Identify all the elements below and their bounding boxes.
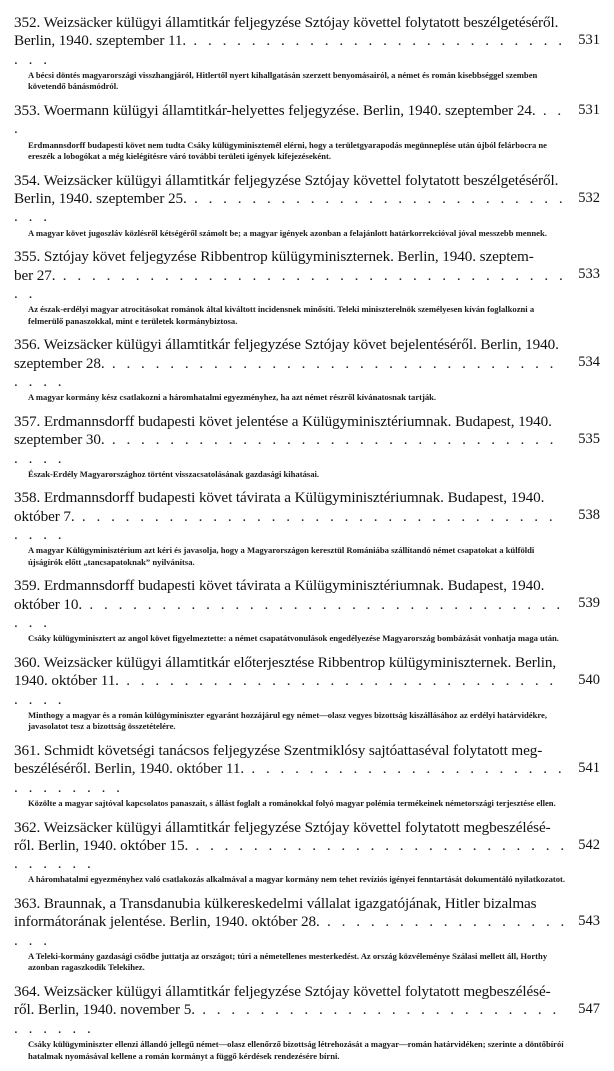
entry-title-line1: 352. Weizsäcker külügyi államtitkár feljegyzése Sztójay követtel folytatott beszélgetéséről.	[14, 14, 559, 31]
entry-summary: A Teleki-kormány gazdasági csődbe juttatja az országot; túri a németellenes mesterkedést. Az ország közvéleménye Szálasi mellett áll, Horthy azonban ragaszkodik Telekihez.	[28, 950, 548, 973]
entry-summary: A magyar követ jugoszláv közlésről kétségéről számolt be; a magyar igények azonban a felajánlott határkorrekcióval jóval messzebb mennek.	[28, 227, 547, 238]
entry-title	[14, 895, 570, 950]
page-number: 534	[578, 354, 600, 371]
entry-title-line1: 358. Erdmannsdorff budapesti követ távirata a Külügyminisztériumnak. Budapest, 1940.	[14, 489, 545, 507]
entry-title	[14, 172, 570, 227]
entry-title-line2: szeptember 28.	[14, 354, 105, 372]
entry-list	[14, 14, 602, 1071]
entry-title-line1: 354. Weizsäcker külügyi államtitkár feljegyzése Sztójay követtel folytatott beszélgetéséről.	[14, 171, 559, 189]
entry-title	[14, 983, 570, 1038]
dot-leader: . . . . . . . . . . . . . . . . . . . . . . . . . . . . . . .	[14, 1001, 560, 1037]
entry-title-line1: 356. Weizsäcker külügyi államtitkár feljegyzése Sztójay követ bejelentéséről. Berlin, 1940.	[14, 336, 559, 354]
entry-title	[14, 742, 570, 797]
entry-title-line2: szeptember 30.	[14, 431, 105, 449]
page-number: 543	[578, 913, 600, 929]
entry-364	[14, 983, 602, 1062]
page-number: 531	[578, 32, 600, 48]
page-number: 541	[578, 760, 600, 777]
page-number: 539	[578, 595, 600, 612]
dot-leader: . . . . . . . . . . . . . . . . . . . . . . . . . . . . . . . . . . . . .	[14, 266, 567, 302]
dot-leader: . . . . . . . . . . . . . . . . . . . . . . . . . . . . . . . . . .	[14, 672, 557, 708]
entry-361	[14, 742, 602, 809]
page-number: 547	[578, 1001, 600, 1018]
entry-title	[14, 819, 570, 874]
entry-359	[14, 577, 602, 644]
entry-summary: A bécsi döntés magyarországi visszhangjáról, Hitlertől nyert kihallgatásán szerzett benyomásairól, a német és román kisebbséggel szemben követendő bánásmódról.	[28, 69, 538, 92]
entry-summary: Csáky külügyminisztert az angol követ figyelmeztette: a német csapatátvonulások engedélyezése Magyarország bombázását vonhatja maga után.	[28, 633, 559, 644]
dot-leader: . . . . . . . . . . . . . . . . . . . . . . . . . . . . . . . .	[14, 836, 568, 873]
dot-leader: . . . . . . . . . . . . . . . . . . . . . . . . . . . . .	[14, 32, 566, 68]
entry-355	[14, 248, 602, 327]
entry-title-line2: ber 27.	[14, 266, 56, 284]
entry-title-line1: 359. Erdmannsdorff budapesti követ távirata a Külügyminisztériumnak. Budapest, 1940.	[14, 577, 545, 595]
entry-summary: Minthogy a magyar és a román külügyminiszter egyaránt hozzájárul egy német—olasz vegyes bizottság kiszállásához az erdélyi határvidékre, javasolatot tesz a bizottság összetételére.	[28, 709, 547, 732]
entry-352	[14, 14, 602, 93]
entry-title-line1: 357. Erdmannsdorff budapesti követ jelentése a Külügyminisztériumnak. Budapest, 1940.	[14, 412, 552, 430]
dot-leader: . . . . . . . . . . . . . . . . . . . .	[14, 913, 568, 949]
dot-leader: . . . . . . . . . . . . . . . . . . . . . . . . . . . . . . . . . . . . .	[14, 507, 557, 543]
entry-summary: A magyar kormány kész csatlakozni a háromhatalmi egyezményhez, ha azt német részről kívánatosnak tartják.	[28, 392, 437, 403]
entry-title-line1: 353. Woermann külügyi államtitkár-helyettes feljegyzése. Berlin, 1940. szeptember 24.	[14, 102, 536, 120]
entry-title-line1: 361. Schmidt követségi tanácsos feljegyzése Szentmiklósy sajtóattaséval folytatott meg-	[14, 742, 543, 760]
entry-title-line1: 363. Braunnak, a Transdanubia külkereskedelmi vállalat igazgatójának, Hitler bizalmas	[14, 895, 537, 912]
entry-summary: Észak-Erdély Magyarországhoz történt visszacsatolásának gazdasági kihatásai.	[28, 468, 320, 479]
entry-summary: A magyar Külügyminisztérium azt kéri és javasolja, hogy a Magyarországon keresztül Romániába szállítandó német csapatokat a külföldi újságírók előtt „tancsapatoknak” nyilvánítsa.	[28, 545, 535, 567]
entry-363	[14, 895, 602, 974]
entry-358	[14, 489, 602, 568]
entry-title	[14, 248, 570, 303]
entry-title-line1: 364. Weizsäcker külügyi államtitkár feljegyzése Sztójay követtel folytatott megbeszélésé-	[14, 983, 551, 1001]
entry-title	[14, 489, 570, 544]
dot-leader: . . . . . . . . . . . . . . . . . . . . . . . . . . . . . .	[14, 760, 566, 796]
entry-title-line2: Berlin, 1940. szeptember 25.	[14, 190, 187, 208]
entry-354	[14, 172, 602, 239]
dot-leader: . . .	[14, 102, 565, 138]
entry-title-line2: 1940. október 11.	[14, 672, 119, 690]
entry-summary: Csáky külügyminiszter ellenzi állandó jellegű német—olasz ellenőrző bizottság létrehozását a magyar—román határvidéken; szerinte a döntőbíróí hatalmak nyomásával kellene a román kormányt a függő kérdések rendezésére bírni.	[28, 1038, 564, 1061]
dot-leader: . . . . . . . . . . . . . . . . . . . . . . . . . . . . .	[14, 190, 567, 226]
entry-title-line1: 360. Weizsäcker külügyi államtitkár előterjesztése Ribbentrop külügyminiszternek. Berlin,	[14, 653, 557, 671]
entry-title-line2: ről. Berlin, 1940. október 15.	[14, 836, 189, 854]
page-number: 538	[578, 507, 600, 524]
entry-title-line2: október 10.	[14, 595, 83, 613]
entry-360	[14, 654, 602, 733]
page-number: 535	[578, 430, 600, 447]
entry-362	[14, 819, 602, 886]
dot-leader: . . . . . . . . . . . . . . . . . . . . . . . . . . . . . . . . . . . .	[14, 595, 564, 632]
entry-title	[14, 577, 570, 632]
page-number: 533	[578, 266, 600, 283]
entry-title	[14, 102, 570, 139]
entry-353	[14, 102, 602, 163]
entry-title	[14, 654, 570, 709]
entry-title-line1: 362. Weizsäcker külügyi államtitkár feljegyzése Sztójay követtel folytatott megbeszélésé-	[14, 818, 551, 836]
dot-leader: . . . . . . . . . . . . . . . . . . . . . . . . . . . . . . . . . . .	[14, 431, 557, 467]
page-number: 532	[578, 189, 600, 206]
entry-title	[14, 413, 570, 468]
entry-summary: A háromhatalmi egyezményhez való csatlakozás alkalmával a magyar kormány nem tehet revíziós igényei fenntartását dokumentáló nyilatkozatot.	[28, 874, 566, 885]
entry-title-line2: informátorának jelentése. Berlin, 1940. október 28.	[14, 913, 320, 931]
entry-summary: Közölte a magyar sajtóval kapcsolatos panaszait, s állást foglalt a románokkal folyó magyar polémia termékeinek németországi terjesztése ellen.	[28, 797, 556, 808]
entry-title-line2: ről. Berlin, 1940. november 5.	[14, 1001, 195, 1019]
entry-title	[14, 336, 570, 391]
entry-summary: Az észak-erdélyi magyar atrocitásokat románok által kiváltott incidensnek minősíti. Teleki miniszterelnök személyesen kíván foglalkozni a felmerülő panaszokkal, mint e területek kormánybiztosa.	[28, 304, 535, 326]
entry-356	[14, 336, 602, 403]
entry-title-line2: beszéléséről. Berlin, 1940. október 11.	[14, 760, 245, 778]
entry-summary: Erdmannsdorff budapesti követ nem tudta Csáky külügyminisztemél elérni, hogy a területgyarapodás megünneplése után újból felárbocra ne ereszék a lobogókat a még kielégítésre váró további területi igények kifejezéseként.	[28, 139, 547, 162]
entry-357	[14, 413, 602, 480]
entry-title-line2: október 7.	[14, 507, 75, 525]
page-number: 540	[578, 671, 600, 688]
entry-title	[14, 14, 570, 69]
page-number: 531	[578, 102, 600, 119]
entry-title-line2: Berlin, 1940. szeptember 11.	[14, 32, 187, 50]
dot-leader: . . . . . . . . . . . . . . . . . . . . . . . . . . . . . . . . . . .	[14, 354, 557, 391]
page-number: 542	[578, 836, 600, 853]
entry-title-line1: 355. Sztójay követ feljegyzése Ribbentrop külügyminiszternek. Berlin, 1940. szeptem-	[14, 248, 534, 266]
